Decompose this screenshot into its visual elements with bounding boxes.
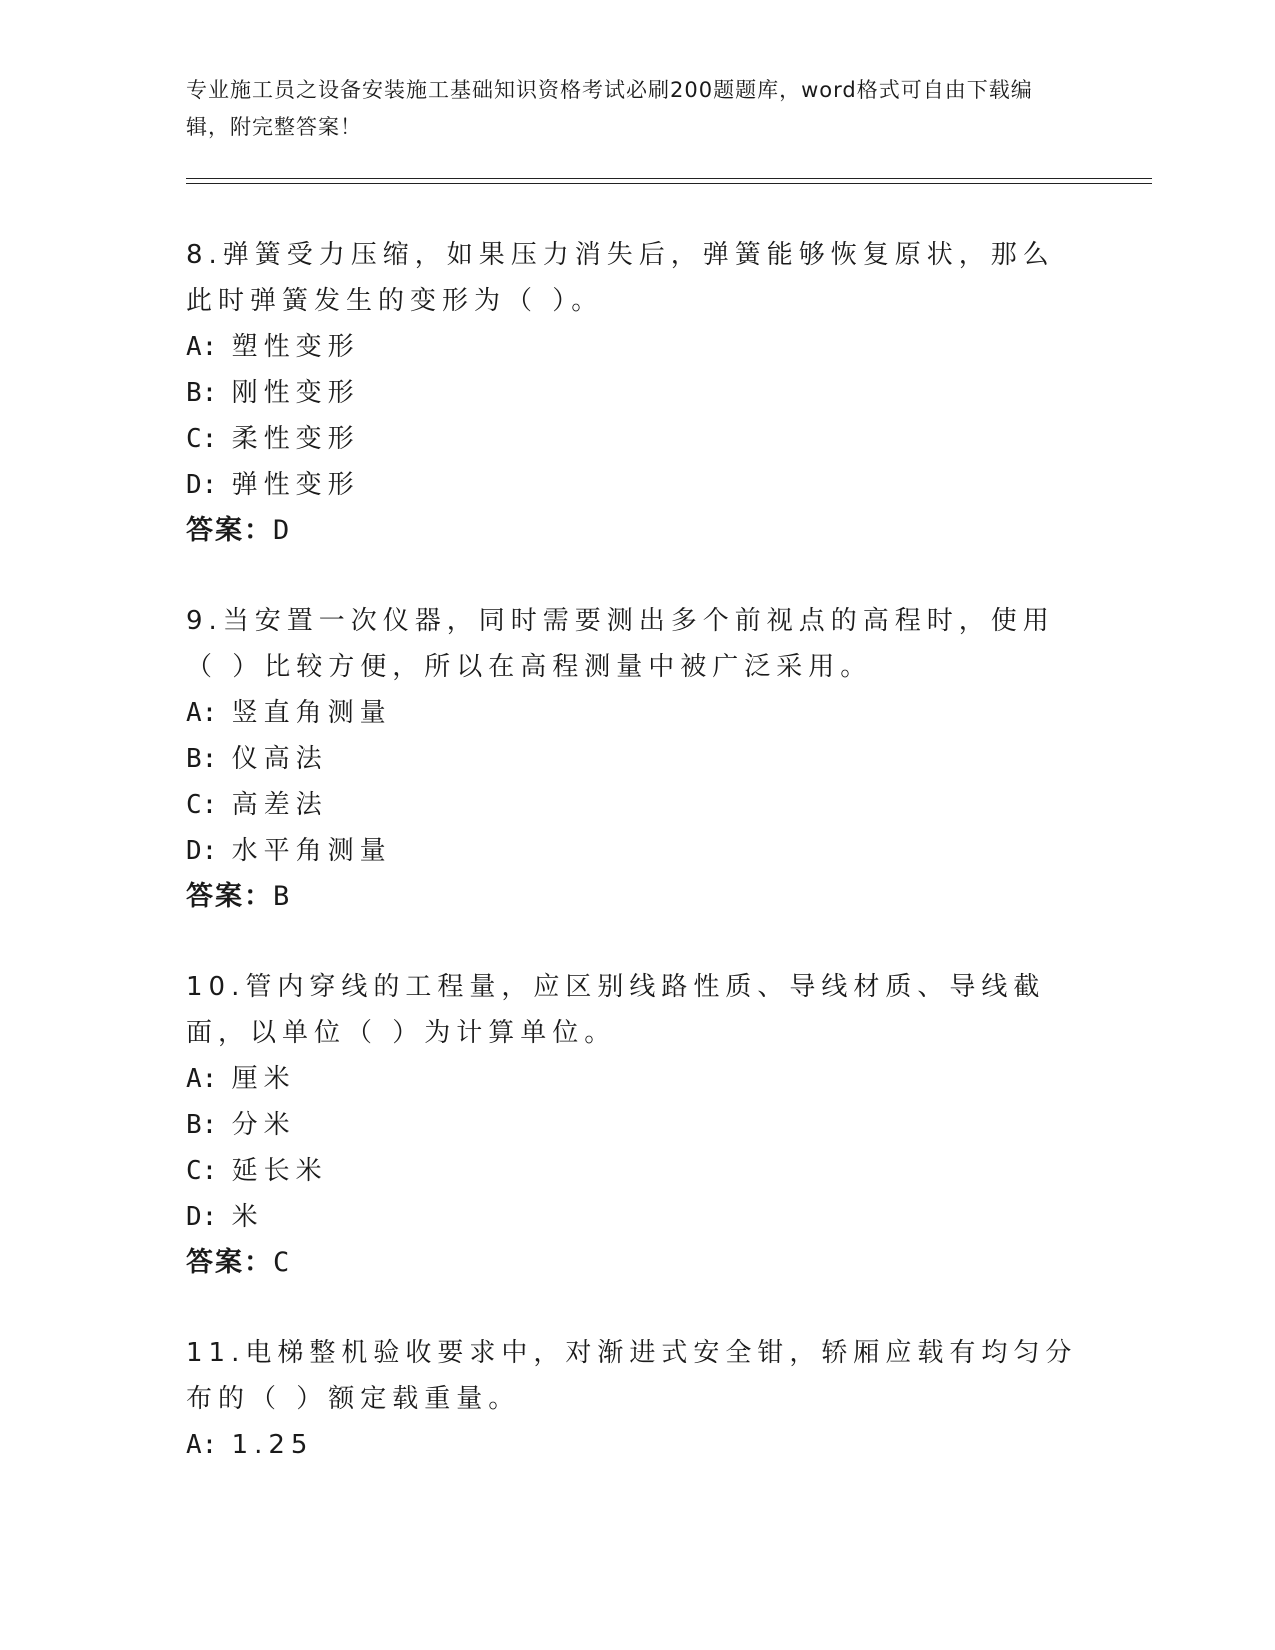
option-key: A: bbox=[186, 332, 218, 362]
answer-label: 答案： bbox=[186, 515, 273, 546]
option-text: 米 bbox=[231, 1202, 264, 1232]
option-key: B: bbox=[186, 1110, 218, 1140]
answer-line bbox=[186, 508, 1086, 554]
answer-value: B bbox=[273, 881, 292, 912]
option-text: 水平角测量 bbox=[231, 836, 392, 866]
option-text: 仪高法 bbox=[231, 744, 328, 774]
option-c bbox=[186, 1148, 1086, 1194]
answer-label: 答案： bbox=[186, 881, 273, 912]
option-text: 高差法 bbox=[231, 790, 328, 820]
option-key: C: bbox=[186, 424, 218, 454]
option-text: 刚性变形 bbox=[231, 378, 360, 408]
answer-label: 答案： bbox=[186, 1247, 273, 1278]
option-a bbox=[186, 1422, 1086, 1468]
option-b bbox=[186, 370, 1086, 416]
question-11 bbox=[186, 1330, 1086, 1468]
option-c bbox=[186, 416, 1086, 462]
question-8 bbox=[186, 232, 1086, 554]
option-key: D: bbox=[186, 1202, 218, 1232]
option-text: 分米 bbox=[231, 1110, 296, 1140]
option-a bbox=[186, 690, 1086, 736]
option-text: 延长米 bbox=[231, 1156, 328, 1186]
option-a bbox=[186, 1056, 1086, 1102]
document-header: 专业施工员之设备安装施工基础知识资格考试必刷200题题库，word格式可自由下载编辑，附完整答案！ bbox=[186, 78, 1033, 139]
option-b bbox=[186, 1102, 1086, 1148]
question-text: 8.弹簧受力压缩，如果压力消失后，弹簧能够恢复原状，那么此时弹簧发生的变形为（ ）。 bbox=[186, 240, 1055, 316]
option-text: 1.25 bbox=[231, 1430, 314, 1460]
option-d bbox=[186, 1194, 1086, 1240]
option-key: B: bbox=[186, 744, 218, 774]
option-key: A: bbox=[186, 1430, 218, 1460]
option-b bbox=[186, 736, 1086, 782]
option-d bbox=[186, 828, 1086, 874]
option-text: 厘米 bbox=[231, 1064, 296, 1094]
option-key: A: bbox=[186, 1064, 218, 1094]
question-list bbox=[186, 232, 1086, 1512]
option-text: 塑性变形 bbox=[231, 332, 360, 362]
option-d bbox=[186, 462, 1086, 508]
option-key: B: bbox=[186, 378, 218, 408]
option-text: 弹性变形 bbox=[231, 470, 360, 500]
answer-value: D bbox=[273, 515, 292, 546]
option-key: D: bbox=[186, 470, 218, 500]
option-c bbox=[186, 782, 1086, 828]
answer-line bbox=[186, 874, 1086, 920]
option-key: C: bbox=[186, 1156, 218, 1186]
option-text: 柔性变形 bbox=[231, 424, 360, 454]
answer-value: C bbox=[273, 1247, 292, 1278]
question-10 bbox=[186, 964, 1086, 1286]
option-text: 竖直角测量 bbox=[231, 698, 392, 728]
header-divider-top bbox=[186, 178, 1152, 179]
option-key: A: bbox=[186, 698, 218, 728]
question-text: 9.当安置一次仪器，同时需要测出多个前视点的高程时，使用（ ）比较方便，所以在高程测量中被广泛采用。 bbox=[186, 606, 1055, 682]
answer-line bbox=[186, 1240, 1086, 1286]
question-text: 10.管内穿线的工程量，应区别线路性质、导线材质、导线截面，以单位（ ）为计算单位。 bbox=[186, 972, 1046, 1048]
question-9 bbox=[186, 598, 1086, 920]
option-key: D: bbox=[186, 836, 218, 866]
header-divider-bottom bbox=[186, 183, 1152, 184]
option-key: C: bbox=[186, 790, 218, 820]
question-text: 11.电梯整机验收要求中，对渐进式安全钳，轿厢应载有均匀分布的（ ）额定载重量。 bbox=[186, 1338, 1078, 1414]
option-a bbox=[186, 324, 1086, 370]
